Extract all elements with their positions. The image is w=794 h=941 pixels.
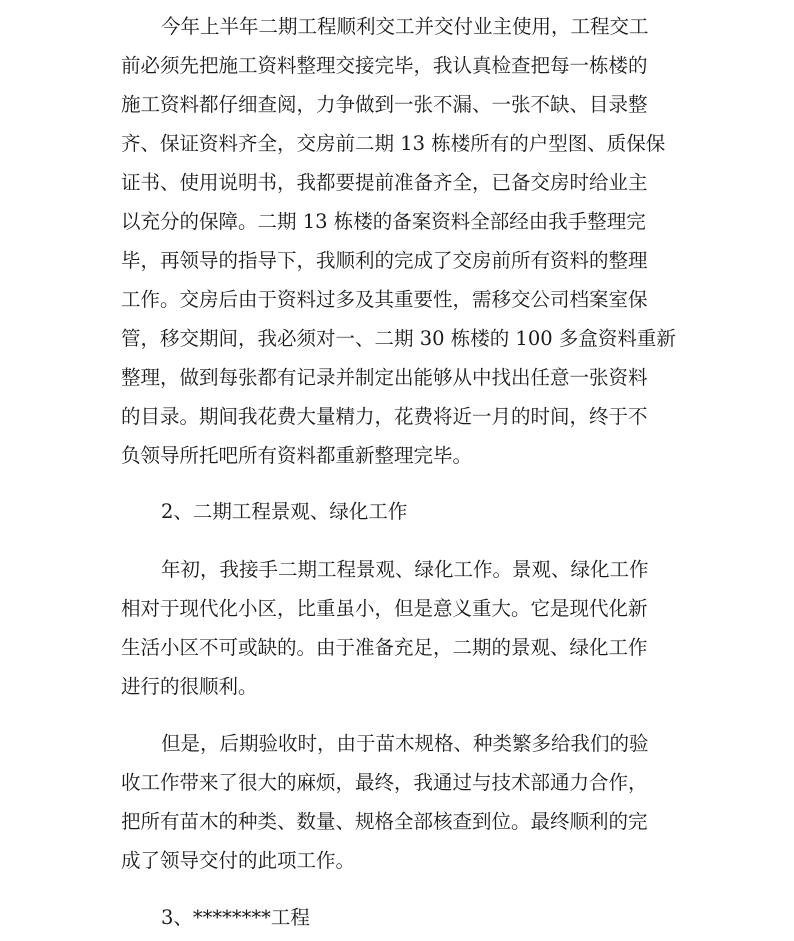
- paragraph-1-line: 工作。交房后由于资料过多及其重要性，需移交公司档案室保: [121, 288, 648, 311]
- paragraph-1: [121, 7, 681, 475]
- paragraph-1-line: 的目录。期间我花费大量精力，花费将近一月的时间，终于不: [121, 405, 648, 428]
- paragraph-3-line: 成了领导交付的此项工作。: [121, 849, 356, 872]
- paragraph-3-line: 但是，后期验收时，由于苗木规格、种类繁多给我们的验: [161, 732, 649, 755]
- paragraph-3-line: 收工作带来了很大的麻烦，最终，我通过与技术部通力合作，: [121, 771, 648, 794]
- paragraph-1-line: 今年上半年二期工程顺利交工并交付业主使用，工程交工: [161, 15, 649, 38]
- paragraph-1-line: 齐、保证资料齐全，交房前二期 13 栋楼所有的户型图、质保保: [121, 132, 666, 155]
- paragraph-2-line: 生活小区不可或缺的。由于准备充足，二期的景观、绿化工作: [121, 636, 648, 659]
- section-heading-3: 3、********工程: [161, 906, 310, 929]
- paragraph-2: [121, 550, 681, 706]
- paragraph-3: [121, 724, 681, 880]
- paragraph-1-line: 前必须先把施工资料整理交接完毕，我认真检查把每一栋楼的: [121, 54, 648, 77]
- paragraph-1-line: 管，移交期间，我必须对一、二期 30 栋楼的 100 多盒资料重新: [121, 327, 676, 350]
- paragraph-1-line: 以充分的保障。二期 13 栋楼的备案资料全部经由我手整理完: [121, 210, 646, 233]
- paragraph-1-line: 施工资料都仔细查阅，力争做到一张不漏、一张不缺、目录整: [121, 93, 648, 116]
- paragraph-2-line: 相对于现代化小区，比重虽小，但是意义重大。它是现代化新: [121, 597, 648, 620]
- paragraph-1-line: 负领导所托吧所有资料都重新整理完毕。: [121, 444, 473, 467]
- paragraph-3-line: 把所有苗木的种类、数量、规格全部核查到位。最终顺利的完: [121, 810, 648, 833]
- paragraph-2-line: 年初，我接手二期工程景观、绿化工作。景观、绿化工作: [161, 558, 649, 581]
- paragraph-1-line: 证书、使用说明书，我都要提前准备齐全，已备交房时给业主: [121, 171, 648, 194]
- paragraph-1-line: 整理，做到每张都有记录并制定出能够从中找出任意一张资料: [121, 366, 648, 389]
- section-heading-2: 2、二期工程景观、绿化工作: [161, 500, 408, 523]
- paragraph-2-line: 进行的很顺利。: [121, 675, 258, 698]
- paragraph-1-line: 毕，再领导的指导下，我顺利的完成了交房前所有资料的整理: [121, 249, 648, 272]
